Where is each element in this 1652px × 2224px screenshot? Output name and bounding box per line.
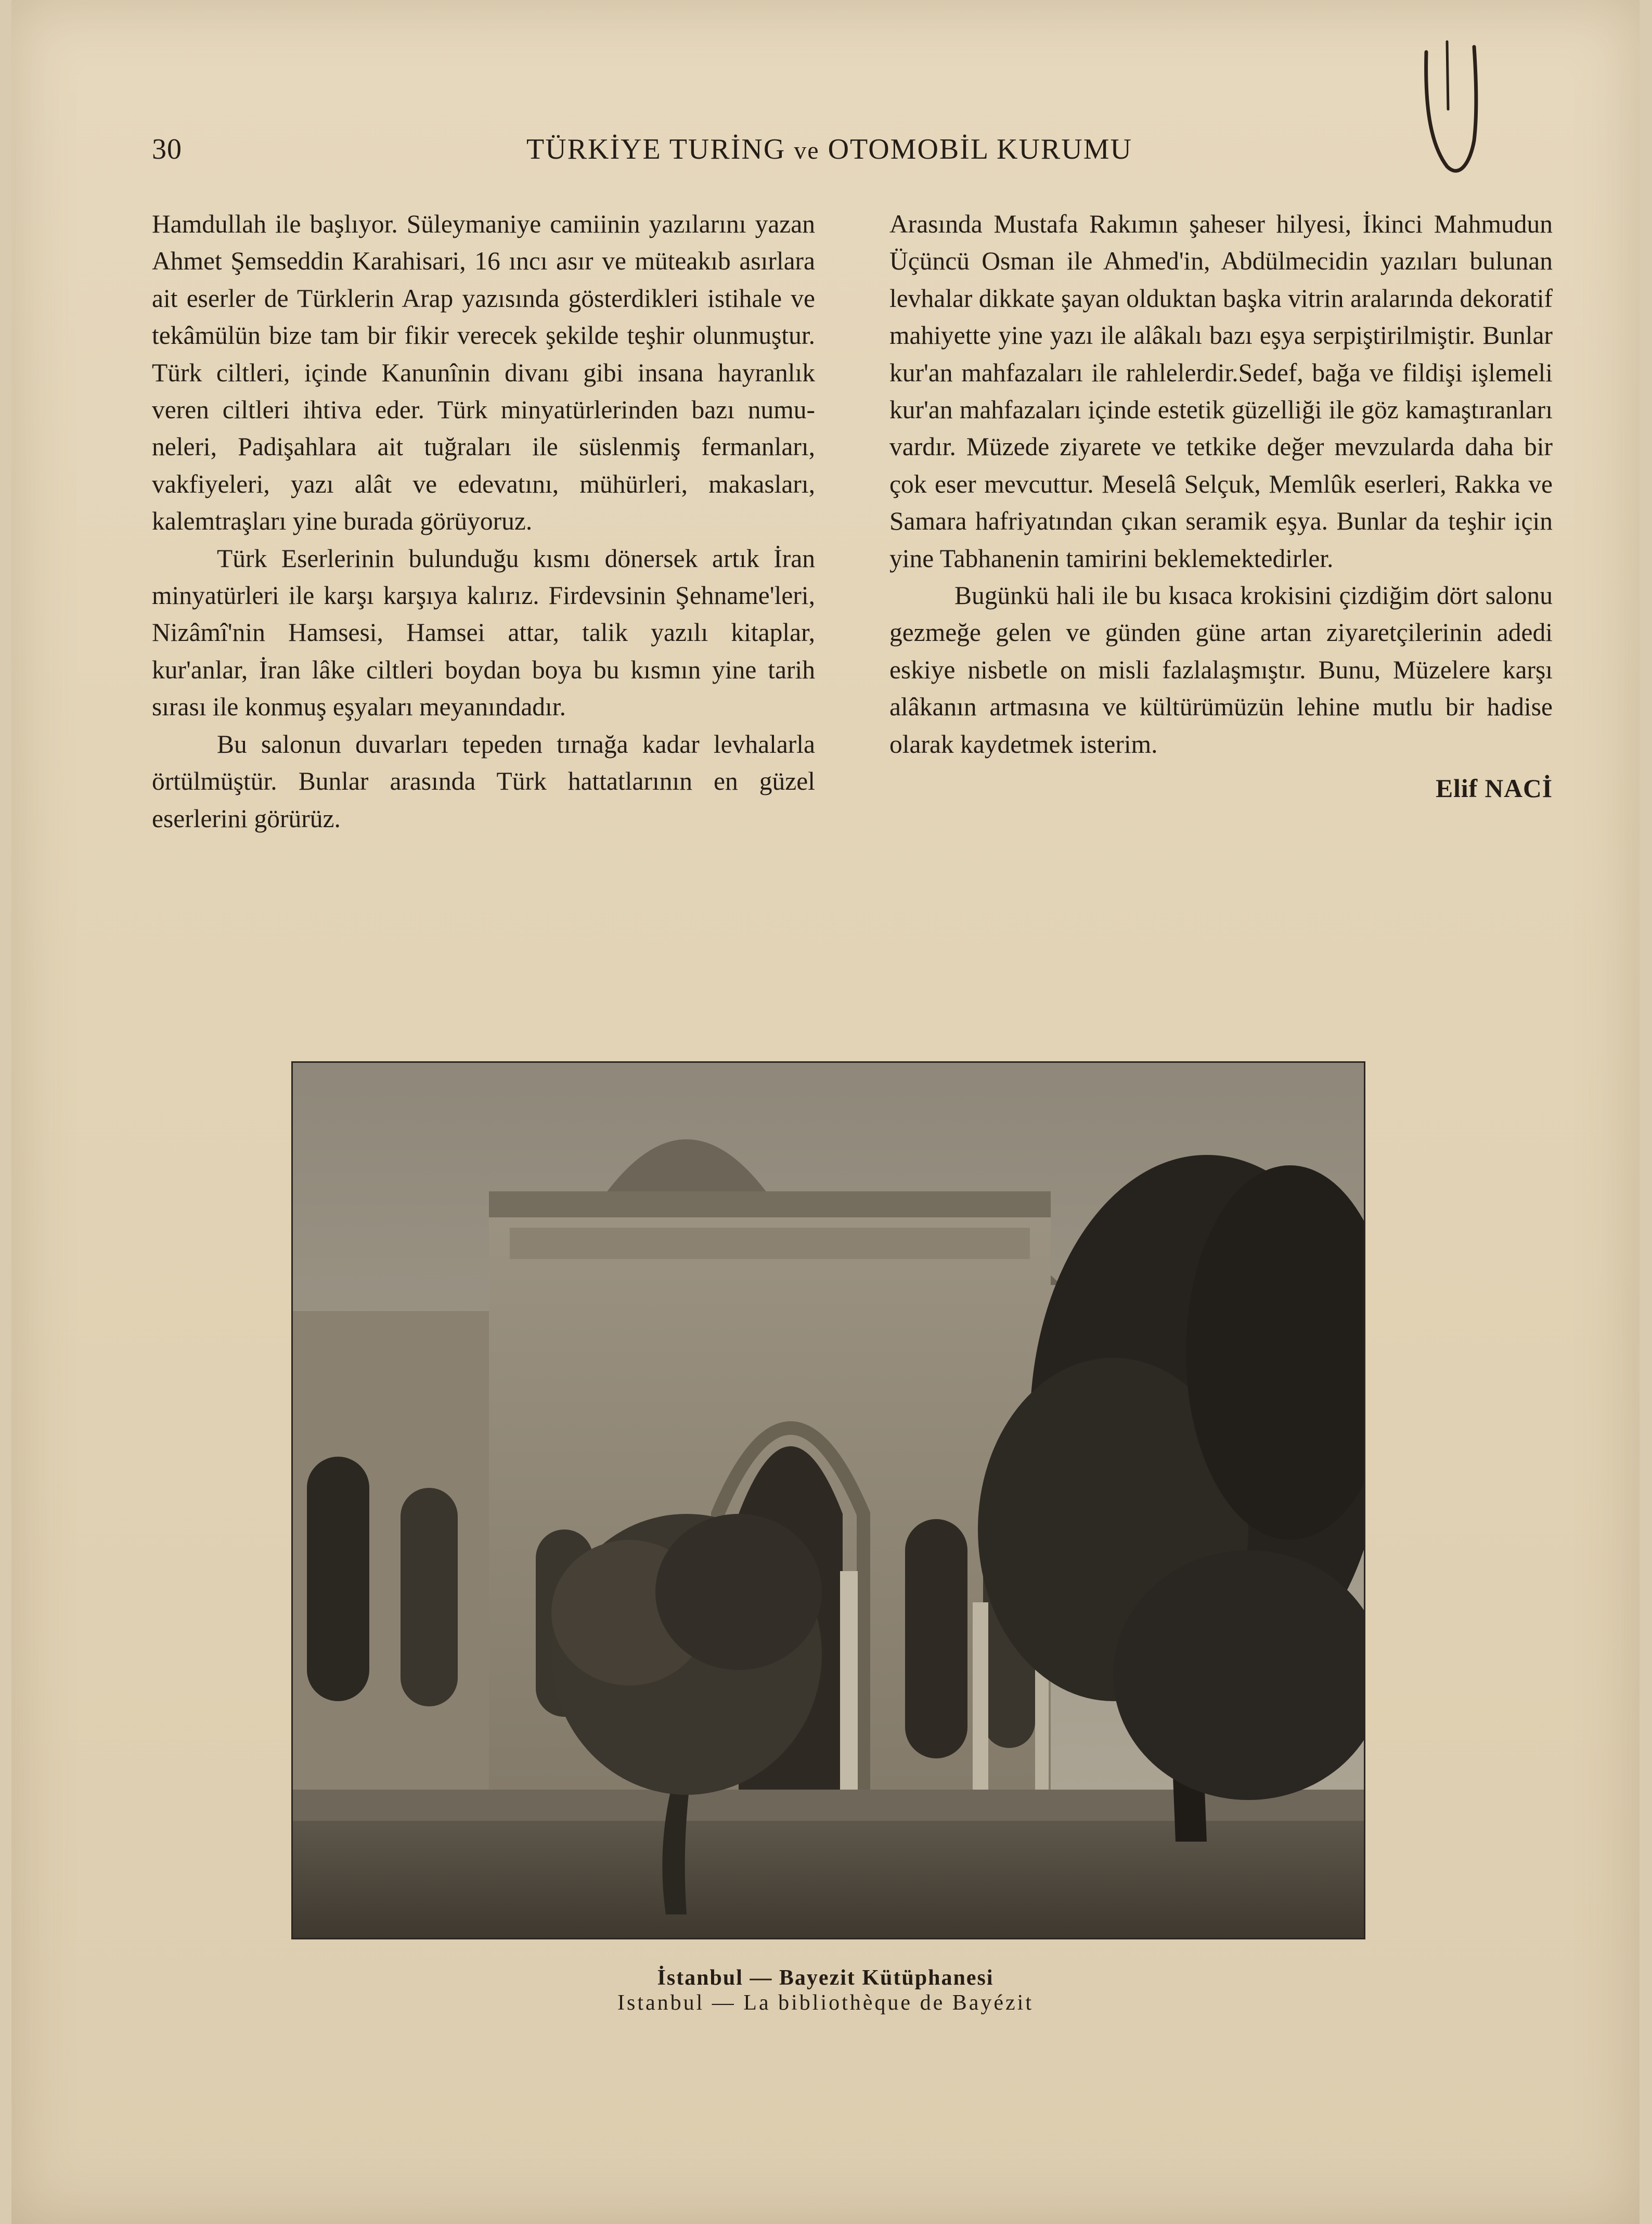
paragraph: Hamdullah ile başlıyor. Süleymaniye camiinin yazılarını yazan Ahmet Şemseddin Karahisari, 16 ıncı asır ve müteakıb asırlara ait eserler de Türklerin Arap yazısında gösterdikleri istihale ve tekâmülün bize tam bir fikir verecek şekilde teşhir olunmuştur. Türk ciltleri, içinde Kanunînin divanı gibi insana hayranlık veren ciltleri ihtiva eder. Türk minyatürlerinden bazı numuneleri, Padişahlara ait tuğraları ile süslenmiş fermanları, vakfiyeleri, yazı alât ve edevatını, mühürleri, makasları, kalemtraşları yine burada görüyoruz. [152, 210, 815, 536]
running-head [526, 133, 1132, 166]
running-head-tail: OTOMOBİL KURUMU [828, 133, 1132, 165]
page-header [11, 133, 1640, 164]
page-number: 30 [152, 133, 182, 165]
right-column [889, 205, 1553, 807]
paragraph: Arasında Mustafa Rakımın şaheser hilyesi, İkinci Mahmudun Üçüncü Osman ile Ahmed'in, Abdülmecidin yazıları bulunan levhalar dikkate şayan olduktan başka vitrin aralarında dekoratif mahiyette yine yazı ile alâkalı bazı eşya serpiştirilmiştir. Bunlar kur'an mahfazaları ile rahlelerdir.Sedef, bağa ve fildişi işlemeli kur'an mahfazaları içinde estetik güzelliği ile göz kamaştıranları vardır. Müzede ziyarete ve tetkike değer mevzularda daha bir çok eser mevcuttur. Meselâ Selçuk, Memlûk eserleri, Rakka ve Samara hafriyatından çıkan seramik eşya. Bunlar da teşhir için yine Tabhanenin tamirini beklemektedirler. [889, 210, 1553, 573]
library-photograph-illustration [291, 1061, 1365, 1939]
running-head-join: ve [794, 137, 820, 164]
paragraph: Bu salonun duvarları tepeden tırnağa kadar levhalarla örtülmüştür. Bunlar arasında Türk hattatlarının en güzel eserlerini görürüz. [152, 729, 815, 833]
paragraph: Bugünkü hali ile bu kısaca krokisini çizdiğim dört salonu gezmeğe gelen ve günden güne artan ziyaretçilerinin adedi eskiye nisbetle on misli fazlalaşmıştır. Bunu, Müzelere karşı alâkanın artmasına ve kültürümüzün lehine mutlu bir hadise olarak kaydetmek isterim. [889, 581, 1553, 759]
running-head-main: TÜRKİYE TURİNG [526, 133, 786, 165]
handwritten-mark-icon [1416, 36, 1483, 187]
caption-line-turkish: İstanbul — Bayezit Kütüphanesi [657, 1966, 994, 1990]
author-signature: Elif NACİ [1436, 774, 1553, 803]
library-photograph [291, 1061, 1365, 1939]
magazine-page [11, 0, 1640, 2224]
caption-line-french: Istanbul — La bibliothèque de Bayézit [617, 1991, 1034, 2015]
photo-caption [11, 1965, 1640, 2015]
paragraph: Türk Eserlerinin bulunduğu kısmı dönersek artık İran minyatürleri ile karşı karşıya kalırız. Firdevsinin Şehname'leri, Nizâmî'nin Hamsesi, Hamsei attar, talik yazılı kitaplar, kur'anlar, İran lâke ciltleri boydan boya bu kısmın yine tarih sırası ile konmuş eşyaları meyanındadır. [152, 544, 815, 722]
left-column [152, 205, 815, 837]
